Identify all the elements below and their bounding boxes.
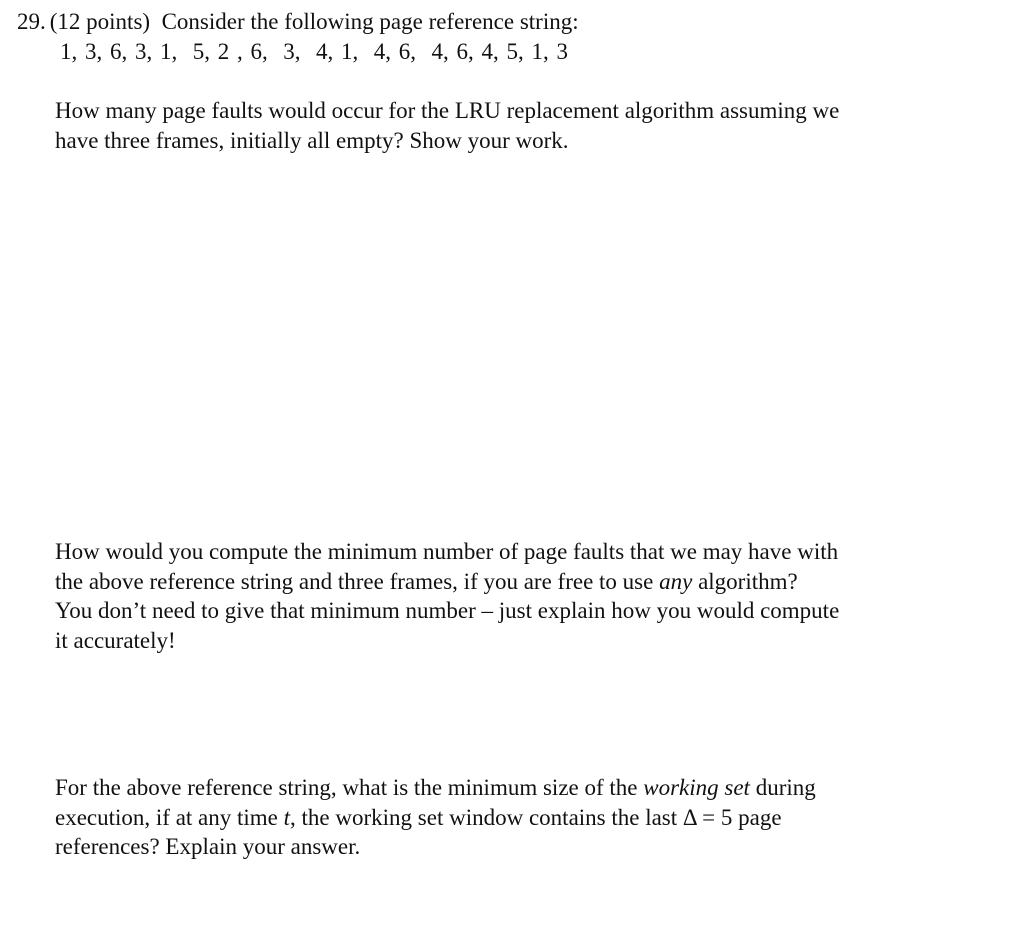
part-c-line-2-text: execution, if at any time	[55, 804, 284, 830]
part-b-prompt	[55, 537, 955, 655]
part-b-line-2-text: the above reference string and three frames, if you are free to use	[55, 568, 660, 594]
part-b-emphasis: any	[659, 568, 693, 594]
part-b-line-4: it accurately!	[55, 627, 176, 653]
part-c-line-1-text: For the above reference string, what is the minimum size of the	[55, 775, 644, 800]
question-intro: Consider the following page reference string:	[161, 9, 579, 34]
question-number: 29.	[17, 9, 46, 34]
part-c-emphasis-working-set: working set	[643, 775, 750, 800]
part-c-prompt	[55, 773, 955, 862]
part-c-line-2	[55, 803, 955, 833]
part-b-line-2-end: algorithm?	[692, 568, 798, 594]
part-c-line-1-end: during	[749, 775, 816, 800]
part-c-line-1	[55, 773, 955, 803]
part-a-line-2: have three frames, initially all empty? Show your work.	[55, 127, 569, 153]
part-a-line-1: How many page faults would occur for the LRU replacement algorithm assuming we	[55, 98, 840, 123]
part-c-line-3: references? Explain your answer.	[55, 834, 361, 859]
part-c-emphasis-t: t	[283, 804, 291, 830]
page-reference-string: 1, 3, 6, 3, 1, 5, 2 , 6, 3, 4, 1, 4, 6, 4, 6, 4, 5, 1, 3	[60, 39, 568, 64]
part-c-line-2-end: , the working set window contains the last Δ = 5 page	[290, 804, 782, 830]
part-b-line-1: How would you compute the minimum number of page faults that we may have with	[55, 539, 839, 564]
part-b-line-3: You don’t need to give that minimum number – just explain how you would compute	[55, 598, 840, 623]
question-points: (12 points)	[49, 9, 151, 34]
part-a-prompt	[55, 96, 955, 155]
question-header	[17, 7, 579, 37]
part-b-line-2	[55, 567, 955, 597]
